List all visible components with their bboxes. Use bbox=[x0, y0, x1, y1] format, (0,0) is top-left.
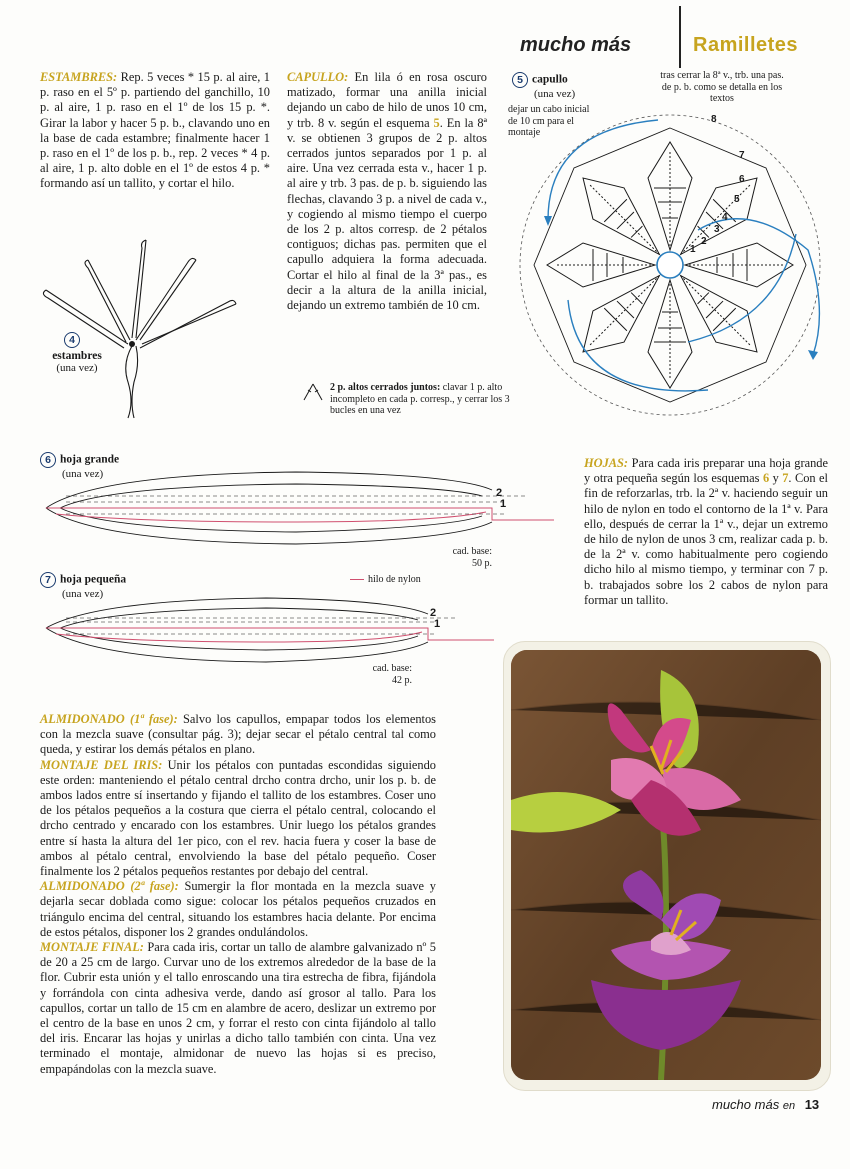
footer-brand: mucho más bbox=[712, 1097, 780, 1112]
montaje-iris-title: MONTAJE DEL IRIS: bbox=[40, 757, 163, 772]
diagram-6-base-label: cad. base: bbox=[452, 546, 492, 557]
capullo-diagram bbox=[508, 110, 838, 430]
capullo-diagram-ref: 5 bbox=[433, 115, 440, 130]
legend-altos-cerrados bbox=[330, 382, 520, 417]
diagram-6-subtitle: (una vez) bbox=[62, 468, 104, 480]
estambres-diagram bbox=[36, 232, 246, 422]
hoja-pequena-diagram bbox=[36, 594, 496, 666]
round-label-1: 1 bbox=[690, 244, 696, 255]
assembly-instructions bbox=[40, 712, 436, 1077]
almidonado-2-title: ALMIDONADO (2ª fase): bbox=[40, 879, 179, 894]
diagram-5-label bbox=[512, 72, 592, 100]
diagram-4-label bbox=[42, 350, 112, 374]
almidonado-1-title: ALMIDONADO (1ª fase): bbox=[40, 712, 178, 726]
page-header bbox=[0, 28, 850, 68]
diagram-6-number: 6 bbox=[40, 452, 56, 468]
legend-altos-title: 2 p. altos cerrados juntos: bbox=[330, 382, 441, 393]
almidonado-1-text: Salvo los capullos, empapar todos los elementos con la mezcla suave (consultar pág. 3); dejar secar el pétalo central tal como queda, y estirar los demás pétalos en plano. bbox=[40, 712, 436, 757]
magazine-brand: mucho más bbox=[520, 34, 632, 56]
diagram-5-number: 5 bbox=[512, 72, 528, 88]
diagram-4-number: 4 bbox=[64, 332, 80, 348]
montaje-final-text: Para cada iris, cortar un tallo de alambre galvanizado nº 5 de 20 a 25 cm de largo. Curvar uno de los extremos alrededor de la base de la flor. Cubrir esta unión y el tallo enroscando una tira estrecha de fibra, fijándola y forrándola con cinta adhesiva verde, dando así grosor al tallo. Para los capullos, cortar un tallo de 15 cm en alambre de acero, deslizar un extremo por el centro de la base en unos 2 cm, y forrar el resto con cinta fijándolo al tallo del iris. Encarar las hojas y unirlas a dicho tallo también con cinta. Una vez terminado el montaje, almidonar de nuevo las hojas si es preciso, empapándolas con la mezcla suave. bbox=[40, 940, 436, 1076]
diagram-7-base-count: 42 p. bbox=[392, 674, 412, 686]
page-number: 13 bbox=[804, 1097, 820, 1112]
estambres-text: Rep. 5 veces * 15 p. al aire, 1 p. raso en el 5º p. partiendo del ganchillo, 10 p. al aire, 1 p. raso en el 1º de los 15 p. *. Girar la labor y hacer 5 p. b., clavando uno en la base de cada estambre; finalmente hacer 1 p. raso en el 1º de los p. b., rep. 2 veces * 4 p. al aire, 1 p. alto doble en el 1º de estos 4 p. * formando así un tallito, y cortar el hilo. bbox=[40, 70, 270, 191]
legend-altos-text: clavar 1 p. alto incompleto en cada p. corresp., y cerrar los 3 bucles en una vez bbox=[330, 382, 510, 416]
diagram-7-base bbox=[364, 663, 412, 686]
montaje-final-title: MONTAJE FINAL: bbox=[40, 940, 144, 955]
round-label-4: 4 bbox=[722, 212, 728, 223]
round-label-6: 6 bbox=[739, 174, 745, 185]
nylon-line-swatch bbox=[350, 579, 364, 580]
diagram-6-round-1: 1 bbox=[500, 498, 507, 510]
diagram-7-round-1: 1 bbox=[434, 618, 441, 630]
diagram-7-round-2: 2 bbox=[430, 607, 437, 619]
diagram-7-base-label: cad. base: bbox=[372, 663, 412, 674]
diagram-6-title: hoja grande bbox=[60, 453, 120, 466]
estambres-title: ESTAMBRES: bbox=[40, 70, 118, 84]
diagram-5-subtitle: (una vez) bbox=[534, 88, 576, 100]
diagram-6-base bbox=[444, 546, 492, 569]
capullo-text-a: En lila ó en rosa oscuro matizado, formar una anilla inicial dejando un cabo de hilo de unos 10 cm, y trb. 8 v. según el esquema bbox=[287, 70, 487, 130]
diagram-7-number: 7 bbox=[40, 572, 56, 588]
hojas-ref-6: 6 bbox=[762, 471, 770, 486]
footer-en: en bbox=[782, 1100, 796, 1112]
capullo-text-b: . En la 8ª v. se obtienen 3 grupos de 2 p. altos cerrados juntos separados por 1 p. al aire. Una vez cerrada esta v., hacer 1 p. al aire y trb. 3 pas. de p. b. siguiendo las flechas, clavando 3 p. a nivel de cada v., y cogiendo al mismo tiempo el cuerpo de los 2 p. altos corresp. de 2 pétalos contiguos; dichas pas. permiten que el capullo adquiera la forma adecuada. Cortar el hilo al final de la 3ª pas., es decir a la altura de la anilla inicial, dejando un extremo también de 10 cm. bbox=[287, 115, 487, 313]
hojas-text-a: Para cada iris preparar una hoja grande y otra pequeña según los esquemas bbox=[584, 456, 828, 486]
round-label-8: 8 bbox=[711, 114, 717, 125]
round-label-7: 7 bbox=[739, 150, 745, 161]
altos-cerrados-symbol bbox=[302, 382, 324, 402]
section-title: Ramilletes bbox=[693, 34, 799, 56]
capullo-paragraph bbox=[287, 70, 487, 313]
round-label-3: 3 bbox=[714, 224, 720, 235]
montaje-iris-text: Unir los pétalos con puntadas escondidas siguiendo este orden: manteniendo el pétalo central drcho contra drcho, unir los p. b. de ambos lados entre sí insertando y fijando el tallito de los estambres. Coser uno de los pétalos pequeños a la costura que cierra el pétalo central, colocando el drcho centrado y encarado con los estambres. Unir luego los pétalos grandes entre sí hasta la altura del 1er pico, con el rev. hacia fuera y coser la base de ambos al pétalo central, envolviendo la base del pétalo pequeño. Coser finalmente los 2 pétalos pequeños restantes por debajo del central. bbox=[40, 757, 437, 879]
diagram-5-note-left: dejar un cabo inicial de 10 cm para el montaje bbox=[508, 104, 590, 138]
diagram-7-subtitle: (una vez) bbox=[62, 588, 104, 600]
page-footer bbox=[712, 1097, 819, 1112]
diagram-7-title: hoja pequeña bbox=[60, 573, 127, 586]
hojas-title: HOJAS: bbox=[584, 456, 629, 470]
diagram-6-base-count: 50 p. bbox=[472, 557, 492, 569]
hojas-text-b: . Con el fin de reforzarlas, trb. la 2ª v. haciendo seguir un hilo de nylon en todo el contorno de la 1ª v. Para ello, después de cerrar la 1ª v., dejar un extremo de hilo de nylon de unos 3 cm, realizar cada p. b. de la 2ª v. como habitualmente pero cogiendo dicho hilo al mismo tiempo, y terminar con 7 p. b. trabajados sobre los 2 cabos de nylon para formar un tallito. bbox=[584, 471, 828, 607]
hojas-ref-7: 7 bbox=[782, 471, 789, 486]
hojas-paragraph bbox=[584, 456, 828, 608]
header-divider bbox=[679, 6, 681, 68]
diagram-4-subtitle: (una vez) bbox=[56, 362, 98, 374]
hoja-grande-diagram bbox=[36, 466, 556, 546]
nylon-legend bbox=[350, 574, 421, 586]
round-label-2: 2 bbox=[701, 236, 707, 247]
capullo-title: CAPULLO: bbox=[287, 70, 349, 84]
almidonado-2-text: Sumergir la flor montada en la mezcla suave y dejarla secar doblada como sigue: colocar los pétalos pequeños cruzados en triángulo encima del central, situando los estambres hacia delante. Por encima de estos pétalos, disponer los 2 grandes ondulándolos. bbox=[40, 879, 436, 939]
diagram-4-title: estambres bbox=[52, 350, 102, 362]
diagram-5-title: capullo bbox=[532, 73, 568, 86]
nylon-legend-text: hilo de nylon bbox=[368, 574, 421, 585]
iris-flower-illustration bbox=[511, 650, 821, 1080]
diagram-6-round-2: 2 bbox=[496, 487, 503, 499]
round-label-5: 5 bbox=[734, 194, 740, 205]
hojas-and: y bbox=[769, 471, 783, 486]
diagram-5-note-top: tras cerrar la 8ª v., trb. una pas. de p. b. como se detalla en los textos bbox=[660, 70, 784, 104]
iris-flower-photo bbox=[511, 650, 821, 1080]
estambres-paragraph bbox=[40, 70, 270, 192]
diagram-4-caption bbox=[54, 332, 94, 348]
